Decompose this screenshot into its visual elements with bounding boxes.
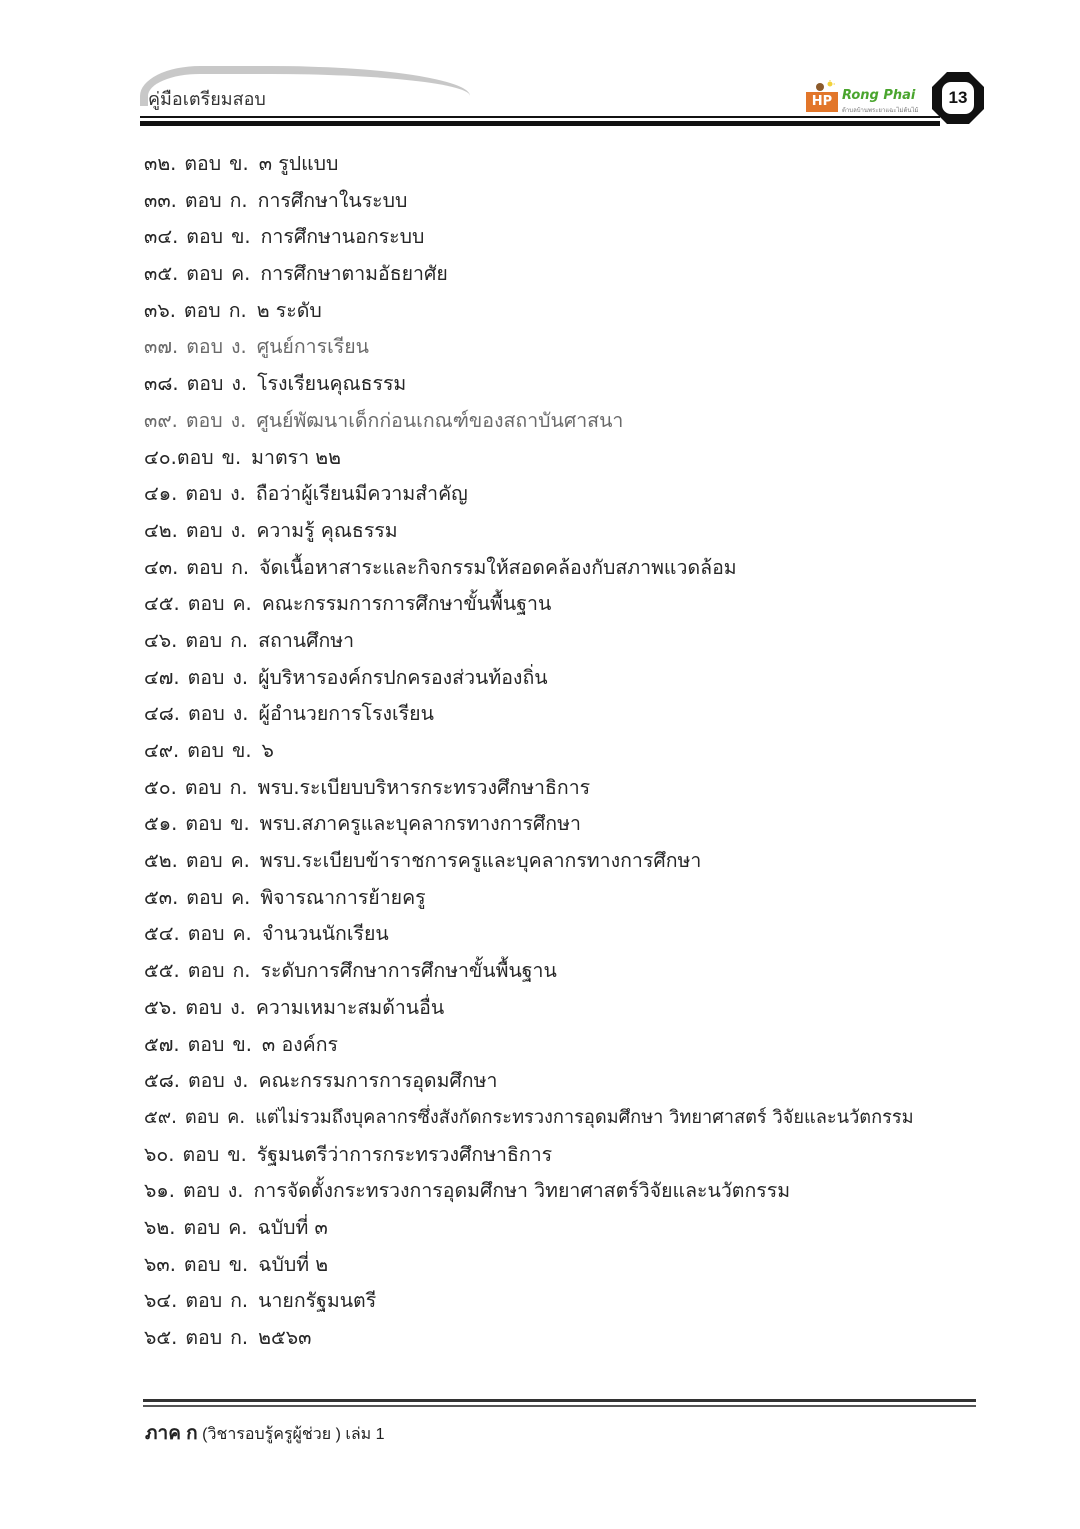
- answer-item: [144, 476, 1004, 513]
- answer-word: ตอบ: [187, 592, 225, 616]
- answer-choice: ก.: [229, 188, 248, 212]
- question-number: ๕๕.: [144, 959, 180, 983]
- question-number: ๕๔.: [144, 922, 180, 946]
- answer-item: [144, 1027, 1004, 1064]
- answer-text: ๖: [261, 739, 274, 762]
- answer-choice: ก.: [230, 1326, 249, 1349]
- answer-word: ตอบ: [186, 225, 224, 249]
- question-number: ๔๓.: [144, 555, 179, 579]
- answer-text: การศึกษานอกระบบ: [260, 225, 425, 249]
- answer-word: ตอบ: [186, 555, 224, 579]
- answer-choice: ค.: [232, 922, 252, 946]
- answer-text: ๒๕๖๓: [258, 1326, 312, 1349]
- answer-choice: ก.: [229, 775, 248, 799]
- answer-item: [144, 733, 1004, 770]
- question-number: ๖๑.: [144, 1179, 175, 1203]
- answer-choice: ง.: [230, 335, 247, 359]
- answer-item: [144, 1283, 1004, 1320]
- answer-word: ตอบ: [188, 1069, 225, 1093]
- answer-word: ตอบ: [185, 408, 223, 432]
- answer-item: [144, 1320, 1004, 1357]
- answer-text: ระดับการศึกษาการศึกษาขั้นพื้นฐาน: [260, 959, 557, 983]
- answer-item: [144, 770, 1004, 807]
- answer-text: พรบ.ระเบียบข้าราชการครูและบุคลากรทางการศึกษา: [259, 849, 702, 873]
- answer-text: การศึกษาในระบบ: [257, 188, 408, 212]
- answer-choice: ง.: [227, 1179, 244, 1203]
- answer-item: [144, 880, 1004, 917]
- answer-word: ตอบ: [188, 702, 225, 726]
- answer-item: [144, 696, 1004, 733]
- question-number: ๕๐.: [144, 775, 177, 799]
- question-number: ๕๑.: [144, 812, 178, 836]
- answer-word: ตอบ: [184, 1106, 220, 1128]
- answer-word: ตอบ: [176, 445, 214, 469]
- answer-item: [144, 660, 1004, 697]
- answer-choice: ง.: [230, 482, 246, 506]
- answer-text: พิจารณาการย้ายครู: [260, 885, 426, 909]
- answer-choice: ค.: [231, 885, 251, 909]
- answer-text: ผู้อำนวยการโรงเรียน: [258, 702, 434, 726]
- answer-word: ตอบ: [182, 1142, 220, 1166]
- page-number-badge: [930, 70, 986, 126]
- answer-choice: ง.: [230, 518, 247, 542]
- question-number: ๕๖.: [144, 995, 178, 1019]
- answer-choice: ข.: [230, 812, 250, 836]
- answer-item: [144, 183, 1004, 220]
- answer-word: ตอบ: [187, 665, 225, 689]
- answer-item: [144, 550, 1004, 587]
- answer-item: [144, 403, 1004, 440]
- answer-item: [144, 256, 1004, 293]
- question-number: ๔๙.: [144, 739, 180, 762]
- question-number: ๔๐.: [144, 445, 177, 469]
- answer-choice: ก.: [230, 628, 249, 652]
- answer-word: ตอบ: [186, 372, 224, 396]
- footer-part: ภาค ก: [145, 1423, 198, 1444]
- answer-word: ตอบ: [184, 152, 222, 175]
- answer-key-list: [144, 146, 1004, 1357]
- question-number: ๖๔.: [144, 1289, 178, 1313]
- answer-word: ตอบ: [183, 1252, 221, 1276]
- answer-choice: ค.: [232, 592, 252, 616]
- answer-item: [144, 586, 1004, 623]
- question-number: ๓๒.: [144, 152, 177, 175]
- question-number: ๓๘.: [144, 372, 179, 396]
- answer-item: [144, 219, 1004, 256]
- answer-choice: ค.: [231, 262, 251, 286]
- question-number: ๔๖.: [144, 628, 178, 652]
- answer-word: ตอบ: [187, 739, 225, 762]
- answer-text: การจัดตั้งกระทรวงการอุดมศึกษา วิทยาศาสตร์วิจัยและนวัตกรรม: [253, 1179, 791, 1203]
- answer-word: ตอบ: [185, 995, 223, 1019]
- answer-item: [144, 806, 1004, 843]
- answer-item: [144, 1100, 1004, 1137]
- answer-choice: ง.: [232, 1069, 249, 1093]
- answer-choice: ก.: [231, 555, 250, 579]
- sun-figure-icon: [814, 80, 836, 92]
- answer-word: ตอบ: [183, 1215, 221, 1239]
- question-number: ๕๙.: [144, 1106, 177, 1128]
- answer-text: ศูนย์พัฒนาเด็กก่อนเกณฑ์ของสถาบันศาสนา: [256, 408, 624, 432]
- answer-text: ผู้บริหารองค์กรปกครองส่วนท้องถิ่น: [258, 665, 548, 689]
- answer-text: ถือว่าผู้เรียนมีความสำคัญ: [255, 482, 468, 506]
- answer-item: [144, 623, 1004, 660]
- question-number: ๔๕.: [144, 592, 180, 616]
- question-number: ๕๗.: [144, 1032, 180, 1056]
- answer-word: ตอบ: [185, 812, 223, 836]
- answer-choice: ข.: [232, 739, 252, 762]
- answer-choice: ง.: [230, 408, 247, 432]
- answer-item: [144, 953, 1004, 990]
- answer-text: นายกรัฐมนตรี: [258, 1289, 377, 1313]
- question-number: ๓๙.: [144, 408, 178, 432]
- answer-item: [144, 366, 1004, 403]
- page-number: 13: [948, 88, 968, 107]
- question-number: ๖๒.: [144, 1215, 176, 1239]
- header-divider-thin: [140, 116, 940, 118]
- rong-phai-logo: [806, 80, 926, 116]
- answer-word: ตอบ: [185, 1326, 223, 1349]
- answer-text: ฉบับที่ ๒: [258, 1252, 329, 1276]
- answer-word: ตอบ: [184, 188, 222, 212]
- answer-item: [144, 990, 1004, 1027]
- question-number: ๕๘.: [144, 1069, 181, 1093]
- answer-item: [144, 513, 1004, 550]
- answer-text: คณะกรรมการการอุดมศึกษา: [258, 1069, 498, 1093]
- answer-choice: ข.: [221, 445, 242, 469]
- answer-word: ตอบ: [185, 628, 223, 652]
- answer-text: สถานศึกษา: [258, 628, 355, 652]
- question-number: ๕๓.: [144, 885, 179, 909]
- answer-choice: ค.: [230, 849, 250, 873]
- answer-word: ตอบ: [186, 335, 223, 359]
- answer-item: [144, 293, 1004, 330]
- logo-subtitle: ต้าบลบ้านพระยาแฉะไม่ต้นไม้: [842, 107, 919, 114]
- logo-name: Rong Phai: [842, 88, 916, 103]
- question-number: ๓๕.: [144, 262, 179, 286]
- answer-item: [144, 1247, 1004, 1284]
- header-divider-thick: [140, 121, 940, 126]
- answer-word: ตอบ: [185, 1289, 223, 1313]
- answer-item: [144, 1173, 1004, 1210]
- answer-item: [144, 1210, 1004, 1247]
- question-number: ๔๒.: [144, 518, 178, 542]
- answer-choice: ค.: [227, 1106, 246, 1128]
- answer-word: ตอบ: [184, 775, 222, 799]
- answer-text: ศูนย์การเรียน: [256, 335, 369, 359]
- answer-choice: ง.: [232, 665, 249, 689]
- footer-caption: [145, 1418, 385, 1448]
- answer-text: ๓ องค์กร: [261, 1032, 339, 1056]
- answer-text: พรบ.ระเบียบบริหารกระทรวงศึกษาธิการ: [257, 775, 591, 799]
- answer-item: [144, 329, 1004, 366]
- answer-text: ความรู้ คุณธรรม: [256, 518, 398, 542]
- answer-choice: ง.: [232, 702, 249, 726]
- answer-choice: ข.: [231, 225, 251, 249]
- header-title: คู่มือเตรียมสอบ: [148, 89, 266, 110]
- answer-text: จำนวนนักเรียน: [261, 922, 389, 946]
- answer-item: [144, 1063, 1004, 1100]
- answer-word: ตอบ: [187, 959, 225, 983]
- footer-divider-bottom: [143, 1405, 976, 1407]
- question-number: ๓๖.: [144, 298, 176, 322]
- answer-text: รัฐมนตรีว่าการกระทรวงศึกษาธิการ: [256, 1142, 553, 1166]
- question-number: ๖๐.: [144, 1142, 175, 1166]
- footer-subject: (วิชารอบรู้ครูผู้ช่วย ) เล่ม 1: [202, 1426, 385, 1443]
- question-number: ๓๗.: [144, 335, 179, 359]
- answer-text: แต่ไม่รวมถึงบุคลากรซึ่งสังกัดกระทรวงการอุดมศึกษา วิทยาศาสตร์ วิจัยและนวัตกรรม: [255, 1106, 914, 1128]
- answer-choice: ข.: [227, 1142, 247, 1166]
- answer-choice: ก.: [232, 959, 251, 983]
- question-number: ๕๒.: [144, 849, 178, 873]
- answer-item: [144, 843, 1004, 880]
- answer-word: ตอบ: [186, 262, 224, 286]
- question-number: ๓๓.: [144, 188, 177, 212]
- answer-choice: ค.: [228, 1215, 248, 1239]
- answer-choice: ง.: [230, 995, 246, 1019]
- answer-word: ตอบ: [185, 482, 223, 506]
- answer-choice: ก.: [228, 298, 247, 322]
- answer-item: [144, 146, 1004, 183]
- footer-divider-top: [143, 1399, 976, 1402]
- question-number: ๔๗.: [144, 665, 180, 689]
- answer-choice: ง.: [231, 372, 248, 396]
- answer-choice: ข.: [228, 1252, 249, 1276]
- question-number: ๔๑.: [144, 482, 178, 506]
- answer-text: จัดเนื้อหาสาระและกิจกรรมให้สอดคล้องกับสภาพแวดล้อม: [259, 555, 737, 579]
- answer-word: ตอบ: [186, 885, 224, 909]
- answer-text: คณะกรรมการการศึกษาขั้นพื้นฐาน: [261, 592, 552, 616]
- answer-word: ตอบ: [183, 298, 221, 322]
- answer-text: ๓ รูปแบบ: [258, 152, 339, 175]
- answer-item: [144, 916, 1004, 953]
- answer-choice: ข.: [229, 152, 249, 175]
- question-number: ๖๕.: [144, 1326, 178, 1349]
- answer-choice: ก.: [230, 1289, 249, 1313]
- answer-word: ตอบ: [187, 1032, 225, 1056]
- answer-text: โรงเรียนคุณธรรม: [257, 372, 407, 396]
- answer-text: มาตรา ๒๒: [251, 445, 341, 469]
- answer-item: [144, 440, 1004, 477]
- question-number: ๔๘.: [144, 702, 181, 726]
- question-number: ๓๔.: [144, 225, 179, 249]
- answer-text: ความเหมาะสมด้านอื่น: [255, 995, 445, 1019]
- answer-word: ตอบ: [185, 849, 223, 873]
- answer-item: [144, 1137, 1004, 1174]
- answer-word: ตอบ: [185, 518, 223, 542]
- answer-word: ตอบ: [182, 1179, 220, 1203]
- answer-text: ฉบับที่ ๓: [257, 1215, 328, 1239]
- answer-text: ๒ ระดับ: [256, 298, 322, 322]
- question-number: ๖๓.: [144, 1252, 176, 1276]
- logo-mark: HP: [806, 92, 838, 112]
- answer-word: ตอบ: [187, 922, 225, 946]
- answer-choice: ข.: [232, 1032, 252, 1056]
- answer-text: การศึกษาตามอัธยาศัย: [260, 262, 448, 286]
- answer-text: พรบ.สภาครูและบุคลากรทางการศึกษา: [259, 812, 581, 836]
